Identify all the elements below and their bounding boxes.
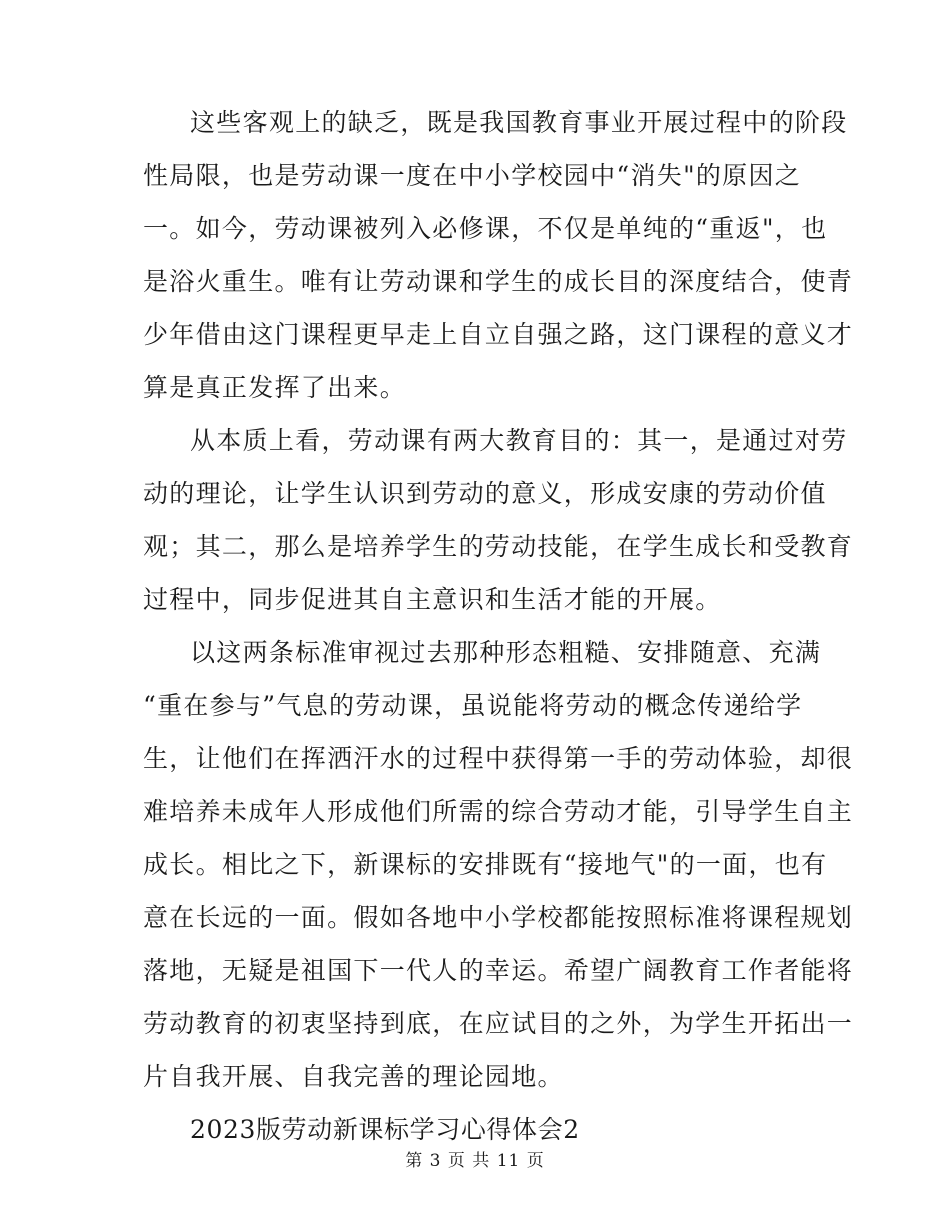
- paragraph-3-line-5: 成长。相比之下，新课标的安排既有“接地气"的一面，也有: [143, 850, 828, 879]
- paragraph-1-line-4: 是浴火重生。唯有让劳动课和学生的成长目的深度结合，使青: [143, 267, 854, 296]
- paragraph-1-line-2: 性局限，也是劳动课一度在中小学校园中“消失"的原因之: [143, 161, 802, 190]
- paragraph-3-line-1: 以这两条标准审视过去那种形态粗糙、安排随意、充满: [190, 638, 822, 667]
- paragraph-3-line-3: 生，让他们在挥洒汗水的过程中获得第一手的劳动体验，却很: [143, 744, 854, 773]
- paragraph-2-line-1: 从本质上看，劳动课有两大教育目的：其一，是通过对劳: [190, 426, 848, 455]
- paragraph-3-line-8: 劳动教育的初衷坚持到底，在应试目的之外，为学生开拓出一: [143, 1009, 854, 1038]
- paragraph-2-line-3: 观；其二，那么是培养学生的劳动技能，在学生成长和受教育: [143, 532, 854, 561]
- paragraph-3-line-4: 难培养未成年人形成他们所需的综合劳动才能，引导学生自主: [143, 797, 854, 826]
- paragraph-1-line-5: 少年借由这门课程更早走上自立自强之路，这门课程的意义才: [143, 320, 854, 349]
- paragraph-2-line-4: 过程中，同步促进其自主意识和生活才能的开展。: [143, 585, 722, 614]
- paragraph-2-line-2: 动的理论，让学生认识到劳动的意义，形成安康的劳动价值: [143, 479, 827, 508]
- paragraph-3-line-6: 意在长远的一面。假如各地中小学校都能按照标准将课程规划: [143, 903, 854, 932]
- paragraph-1-line-1: 这些客观上的缺乏，既是我国教育事业开展过程中的阶段: [190, 108, 848, 137]
- paragraph-3-line-7: 落地，无疑是祖国下一代人的幸运。希望广阔教育工作者能将: [143, 956, 854, 985]
- paragraph-3-line-9: 片自我开展、自我完善的理论园地。: [143, 1062, 564, 1091]
- paragraph-3-line-2: “重在参与”气息的劳动课，虽说能将劳动的概念传递给学: [143, 691, 803, 720]
- section-heading: 2023版劳动新课标学习心得体会2: [190, 1115, 580, 1144]
- page-number-footer: 第 3 页 共 11 页: [405, 1151, 545, 1171]
- paragraph-1-line-3: 一。如今，劳动课被列入必修课，不仅是单纯的“重返"，也: [143, 214, 828, 243]
- paragraph-1-line-6: 算是真正发挥了出来。: [143, 373, 407, 402]
